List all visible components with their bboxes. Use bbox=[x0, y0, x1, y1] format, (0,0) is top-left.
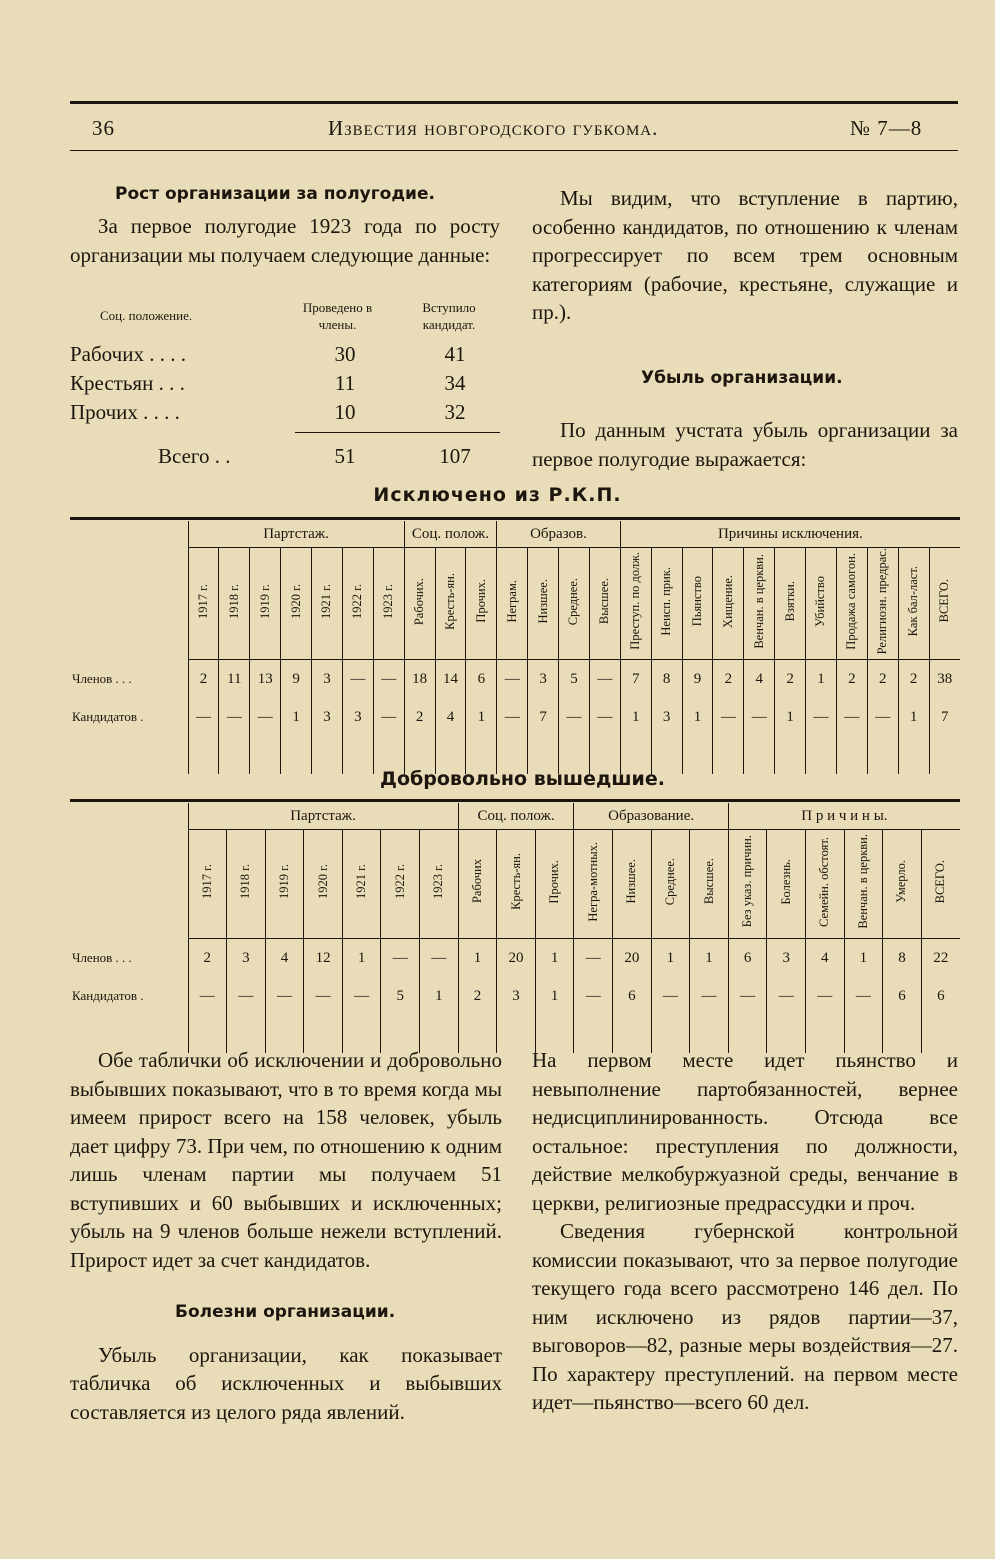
table-cell: 2 bbox=[775, 660, 806, 699]
column-header bbox=[620, 548, 651, 660]
table-cell: — bbox=[373, 660, 404, 699]
table-cell: 3 bbox=[342, 698, 373, 736]
right-intro-text: Мы видим, что вступление в партию, особенно кандидатов, по отношению к членам прогрессирует по всем трем основным категориям (рабочие, крестьяне, служащие и пр.). bbox=[532, 186, 958, 324]
column-header bbox=[929, 548, 960, 660]
column-header-text: Семейн. обстоят. bbox=[817, 836, 832, 927]
table-cell: 2 bbox=[836, 660, 867, 699]
table-cell: 1 bbox=[420, 977, 459, 1015]
table-cell: 1 bbox=[458, 939, 497, 978]
growth-row-label: Прочих . . . . bbox=[70, 400, 180, 424]
column-header-text: 1920 г. bbox=[315, 864, 330, 899]
column-header-text: Низшее. bbox=[535, 578, 550, 624]
loss-text bbox=[532, 416, 958, 473]
bottom-right-paragraph-1: На первом месте идет пьянство и невыполнение партобязанностей, вернее недисциплинированность. Отсюда все остальное: преступления по должности, действие мелкобуржуазной среды, венчание в церкви, религиозные предрассудки и проч. bbox=[532, 1048, 958, 1215]
table-cell: 7 bbox=[620, 660, 651, 699]
growth-row-candidates: 41 bbox=[444, 342, 466, 366]
table-cell: 6 bbox=[613, 977, 652, 1015]
column-group-header: Соц. полож. bbox=[404, 521, 497, 548]
table-cell: 22 bbox=[921, 939, 960, 978]
table-cell: 8 bbox=[651, 660, 682, 699]
table-cell: — bbox=[265, 977, 304, 1015]
table-cell: 3 bbox=[651, 698, 682, 736]
table-cell: — bbox=[574, 939, 613, 978]
table-cell: — bbox=[420, 939, 459, 978]
table-cell: — bbox=[690, 977, 729, 1015]
column-group-header: Образование. bbox=[574, 803, 728, 830]
table-cell: 7 bbox=[528, 698, 559, 736]
column-header-text: Венчан. в церкви. bbox=[751, 553, 766, 649]
column-header bbox=[713, 548, 744, 660]
table-cell: 3 bbox=[227, 939, 266, 978]
loss-heading: Убыль организации. bbox=[641, 368, 843, 388]
growth-row-members: 10 bbox=[334, 400, 356, 424]
table-cell: 6 bbox=[728, 939, 767, 978]
table-cell: — bbox=[373, 698, 404, 736]
table-cell: 1 bbox=[342, 939, 381, 978]
table-cell: 8 bbox=[883, 939, 922, 978]
column-header-text: Низшее. bbox=[624, 859, 639, 904]
table-cell: 3 bbox=[497, 977, 536, 1015]
table-cell: 7 bbox=[929, 698, 960, 736]
table-cell: — bbox=[227, 977, 266, 1015]
column-header bbox=[535, 830, 574, 939]
table-cell: 6 bbox=[921, 977, 960, 1015]
table-cell: 1 bbox=[620, 698, 651, 736]
column-header-text: Умерло. bbox=[894, 860, 909, 903]
column-header bbox=[883, 830, 922, 939]
column-header bbox=[404, 548, 435, 660]
table-cell: — bbox=[497, 660, 528, 699]
row-label: Кандидатов . bbox=[72, 709, 144, 725]
column-header bbox=[682, 548, 713, 660]
column-header-text: Убийство bbox=[813, 575, 828, 627]
table-cell: — bbox=[188, 698, 219, 736]
table-cell: — bbox=[342, 977, 381, 1015]
expelled-top-rule bbox=[70, 517, 960, 520]
column-header-text: ВСЕГО. bbox=[933, 859, 948, 904]
column-header bbox=[690, 830, 729, 939]
growth-intro-text: За первое полугодие 1923 года по росту организации мы получаем следующие данные: bbox=[70, 214, 500, 267]
column-header-text: Взятки. bbox=[782, 581, 797, 622]
table-cell: — bbox=[728, 977, 767, 1015]
growth-heading: Рост организации за полугодие. bbox=[115, 184, 435, 204]
column-header-text: Религиозн. предрас. bbox=[875, 548, 890, 655]
table-cell: 1 bbox=[844, 939, 883, 978]
growth-row-candidates: 32 bbox=[444, 400, 466, 424]
table-cell: 14 bbox=[435, 660, 466, 699]
loss-text-body: По данным учстата убыль организации за первое полугодие выражается: bbox=[532, 418, 958, 471]
table-cell: 3 bbox=[312, 698, 343, 736]
column-header-text: 1918 г. bbox=[238, 864, 253, 899]
column-header bbox=[342, 830, 381, 939]
table-cell: 2 bbox=[188, 939, 227, 978]
table-cell: — bbox=[836, 698, 867, 736]
column-header bbox=[775, 548, 806, 660]
table-cell: 1 bbox=[535, 977, 574, 1015]
column-header-text: Высшее. bbox=[597, 578, 612, 625]
table-cell: 20 bbox=[613, 939, 652, 978]
column-header-text: ВСЕГО. bbox=[937, 579, 952, 623]
column-header bbox=[250, 548, 281, 660]
table-row bbox=[70, 939, 960, 978]
table-cell: 1 bbox=[775, 698, 806, 736]
table-cell: 3 bbox=[312, 660, 343, 699]
table-cell: 5 bbox=[559, 660, 590, 699]
column-header-text: Среднее. bbox=[566, 577, 581, 625]
column-header-text: 1918 г. bbox=[226, 583, 241, 619]
growth-intro bbox=[70, 212, 500, 269]
growth-col-members: Проведено в члены. bbox=[302, 300, 373, 332]
column-group-header: Соц. полож. bbox=[458, 803, 574, 830]
table-cell: 6 bbox=[883, 977, 922, 1015]
column-header-text: 1919 г. bbox=[257, 583, 272, 619]
column-header-text: Прочих. bbox=[547, 859, 562, 904]
table-cell: 4 bbox=[806, 939, 845, 978]
growth-total-candidates: 107 bbox=[439, 444, 471, 468]
column-header-text: 1922 г. bbox=[392, 864, 407, 899]
column-header bbox=[744, 548, 775, 660]
row-label: Кандидатов . bbox=[72, 988, 144, 1003]
column-header-text: Неграм. bbox=[504, 579, 519, 623]
column-header bbox=[589, 548, 620, 660]
table-cell: — bbox=[342, 660, 373, 699]
column-header-text: Рабочих. bbox=[412, 577, 427, 625]
table-cell: — bbox=[844, 977, 883, 1015]
table-cell: 2 bbox=[188, 660, 219, 699]
table-cell: 6 bbox=[466, 660, 497, 699]
table-cell: 9 bbox=[682, 660, 713, 699]
table-cell: 1 bbox=[690, 939, 729, 978]
column-header bbox=[304, 830, 343, 939]
column-header-text: Хищение. bbox=[720, 574, 735, 628]
growth-row-members: 11 bbox=[334, 371, 356, 395]
column-header-text: Продажа самогон. bbox=[844, 552, 859, 650]
column-header bbox=[836, 548, 867, 660]
column-header bbox=[921, 830, 960, 939]
column-header bbox=[420, 830, 459, 939]
table-cell: 1 bbox=[466, 698, 497, 736]
right-intro bbox=[532, 184, 958, 327]
table-cell: — bbox=[589, 660, 620, 699]
growth-total-label: Всего . . bbox=[158, 444, 231, 468]
row-label: Членов . . . bbox=[72, 671, 132, 687]
growth-row-label: Рабочих . . . . bbox=[70, 342, 186, 366]
column-header-text: 1921 г. bbox=[319, 583, 334, 619]
column-header-text: Высшее. bbox=[701, 858, 716, 905]
column-header bbox=[898, 548, 929, 660]
column-group-header: П р и ч и н ы. bbox=[728, 803, 960, 830]
page-number: 36 bbox=[92, 116, 115, 140]
table-cell: 2 bbox=[458, 977, 497, 1015]
column-header bbox=[574, 830, 613, 939]
table-cell: 3 bbox=[528, 660, 559, 699]
column-header-text: Кресть-ян. bbox=[508, 853, 523, 910]
table-cell: — bbox=[713, 698, 744, 736]
column-group-header: Причины исключения. bbox=[620, 521, 960, 548]
table-cell: 4 bbox=[265, 939, 304, 978]
column-header bbox=[559, 548, 590, 660]
table-cell: — bbox=[651, 977, 690, 1015]
column-header bbox=[265, 830, 304, 939]
column-header bbox=[466, 548, 497, 660]
column-header-text: Кресть-ян. bbox=[442, 572, 457, 630]
table-cell: 2 bbox=[404, 698, 435, 736]
column-header bbox=[651, 548, 682, 660]
table-cell: 18 bbox=[404, 660, 435, 699]
table-row bbox=[70, 660, 960, 699]
issue-number: № 7—8 bbox=[850, 116, 923, 140]
column-header bbox=[458, 830, 497, 939]
column-header-text: Негра-мотных. bbox=[585, 841, 600, 922]
column-group-header: Образов. bbox=[497, 521, 621, 548]
voluntary-title: Добровольно вышедшие. bbox=[380, 768, 665, 790]
column-header bbox=[867, 548, 898, 660]
growth-total-members: 51 bbox=[334, 444, 356, 468]
bottom-right-paragraph-2: Сведения губернской контрольной комиссии показывают, что за первое полугодие текущего года всего рассмотрено 146 дел. По ним исключено из рядов партии—37, выговоров—82, разные меры воздействия—27. По характеру преступлений. на первом месте идет—пьянство—всего 60 дел. bbox=[532, 1219, 958, 1414]
column-header-text: 1920 г. bbox=[288, 583, 303, 619]
column-header-text: Среднее. bbox=[662, 857, 677, 906]
table-cell: — bbox=[497, 698, 528, 736]
bottom-left-paragraph-1: Обе таблички об исключении и добровольно выбывших показывают, что в то время когда мы имеем прирост всего на 158 человек, убыль дает цифру 73. При чем, по отношению к одним лишь членам партии мы получаем 51 вступивших и 60 выбывших и исключенных; убыль на 9 членов больше нежели вступлений. Прирост идет за счет кандидатов. bbox=[70, 1048, 502, 1272]
table-cell: 4 bbox=[435, 698, 466, 736]
column-header-text: 1917 г. bbox=[199, 864, 214, 899]
column-header bbox=[219, 548, 250, 660]
table-cell: — bbox=[867, 698, 898, 736]
table-cell: — bbox=[188, 977, 227, 1015]
column-header bbox=[528, 548, 559, 660]
column-header bbox=[767, 830, 806, 939]
table-cell: 5 bbox=[381, 977, 420, 1015]
column-header-text: Венчан. в церкви. bbox=[855, 834, 870, 929]
table-cell: — bbox=[744, 698, 775, 736]
column-header-text: 1922 г. bbox=[350, 583, 365, 619]
table-cell: 12 bbox=[304, 939, 343, 978]
table-cell: 3 bbox=[767, 939, 806, 978]
table-cell: 11 bbox=[219, 660, 250, 699]
voluntary-top-rule bbox=[70, 799, 960, 802]
column-header-text: Пьянство bbox=[689, 576, 704, 627]
table-cell: — bbox=[806, 977, 845, 1015]
column-header bbox=[497, 830, 536, 939]
column-header bbox=[497, 548, 528, 660]
column-header-text: 1917 г. bbox=[195, 583, 210, 619]
header-rule bbox=[70, 150, 958, 151]
growth-row-members: 30 bbox=[334, 342, 356, 366]
table-cell: 1 bbox=[682, 698, 713, 736]
column-header-text: Как бал-ласт. bbox=[906, 566, 921, 637]
table-cell: — bbox=[250, 698, 281, 736]
row-label-header bbox=[70, 803, 188, 939]
column-header-text: Преступ. по долж. bbox=[628, 552, 643, 651]
table-cell: — bbox=[304, 977, 343, 1015]
growth-row-label: Крестьян . . . bbox=[70, 371, 185, 395]
column-header bbox=[728, 830, 767, 939]
table-cell: 4 bbox=[744, 660, 775, 699]
column-header bbox=[342, 548, 373, 660]
table-cell: 1 bbox=[535, 939, 574, 978]
column-header-text: 1923 г. bbox=[381, 583, 396, 619]
growth-row-candidates: 34 bbox=[444, 371, 466, 395]
table-cell: 2 bbox=[867, 660, 898, 699]
growth-col-social: Соц. положение. bbox=[100, 308, 193, 323]
table-cell: 1 bbox=[651, 939, 690, 978]
bottom-left-paragraph-2: Убыль организации, как показывает табличка об исключенных и выбывших составляется из целого ряда явлений. bbox=[70, 1342, 502, 1424]
journal-title: Известия новгородского губкома. bbox=[328, 116, 659, 140]
table-cell: 2 bbox=[898, 660, 929, 699]
column-header bbox=[227, 830, 266, 939]
column-header bbox=[373, 548, 404, 660]
column-header bbox=[844, 830, 883, 939]
row-label-header bbox=[70, 521, 188, 660]
column-header-text: Без указ. причин. bbox=[740, 835, 755, 928]
expelled-table bbox=[70, 521, 960, 774]
column-header bbox=[613, 830, 652, 939]
column-header-text: 1921 г. bbox=[354, 864, 369, 899]
column-header-text: 1919 г. bbox=[276, 864, 291, 899]
table-cell: — bbox=[806, 698, 837, 736]
table-cell: — bbox=[381, 939, 420, 978]
table-cell: — bbox=[589, 698, 620, 736]
column-header-text: 1923 г. bbox=[431, 864, 446, 899]
table-cell: 9 bbox=[281, 660, 312, 699]
column-header bbox=[381, 830, 420, 939]
column-header-text: Неисп. прик. bbox=[659, 566, 674, 636]
column-group-header: Партстаж. bbox=[188, 521, 404, 548]
expelled-title: Исключено из Р.К.П. bbox=[373, 484, 622, 506]
column-header bbox=[312, 548, 343, 660]
table-row bbox=[70, 977, 960, 1015]
column-header-text: Болезнь. bbox=[778, 858, 793, 905]
table-row bbox=[70, 698, 960, 736]
growth-total-rule bbox=[295, 432, 500, 433]
table-cell: 13 bbox=[250, 660, 281, 699]
column-header bbox=[188, 548, 219, 660]
table-cell: — bbox=[559, 698, 590, 736]
column-header-text: Рабочих bbox=[469, 859, 484, 904]
table-cell: — bbox=[219, 698, 250, 736]
table-cell: — bbox=[767, 977, 806, 1015]
top-rule bbox=[70, 101, 958, 104]
bottom-right-column bbox=[532, 1046, 958, 1417]
growth-col-candidates: Вступило кандидат. bbox=[422, 300, 476, 332]
table-cell: — bbox=[574, 977, 613, 1015]
illness-heading: Болезни организации. bbox=[175, 1302, 396, 1322]
column-header bbox=[281, 548, 312, 660]
column-header bbox=[435, 548, 466, 660]
row-label: Членов . . . bbox=[72, 949, 132, 965]
column-header-text: Прочих. bbox=[473, 579, 488, 623]
column-header bbox=[806, 830, 845, 939]
column-header bbox=[188, 830, 227, 939]
column-header bbox=[651, 830, 690, 939]
column-header bbox=[806, 548, 837, 660]
bottom-left-column bbox=[70, 1046, 502, 1426]
table-cell: 20 bbox=[497, 939, 536, 978]
column-group-header: Партстаж. bbox=[188, 803, 458, 830]
voluntary-table bbox=[70, 803, 960, 1053]
table-cell: 38 bbox=[929, 660, 960, 699]
table-cell: 2 bbox=[713, 660, 744, 699]
table-cell: 1 bbox=[806, 660, 837, 699]
table-cell: 1 bbox=[898, 698, 929, 736]
table-cell: 1 bbox=[281, 698, 312, 736]
